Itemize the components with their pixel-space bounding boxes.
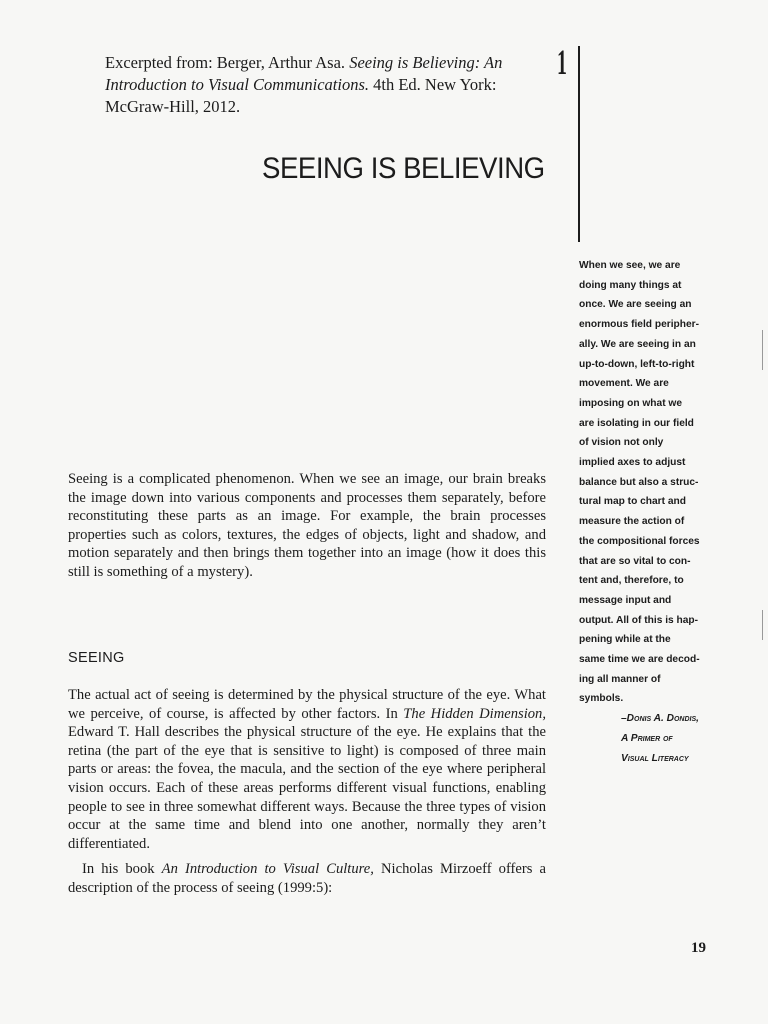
quote-line: message input and [579, 594, 672, 606]
quote-line: output. All of this is hap- [579, 614, 699, 626]
quote-line: pening while at the [579, 634, 671, 646]
citation-prefix: Excerpted from: Berger, Arthur Asa. [105, 53, 350, 72]
chapter-divider-rule [578, 46, 580, 242]
quote-line: symbols. [579, 693, 624, 705]
citation-suffix: 4th Ed. New York: McGraw-Hill, 2012. [105, 75, 497, 116]
quote-line: ing all manner of [579, 673, 661, 685]
paragraph-seeing-text-2: Edward T. Hall describes the physical structure of the eye. He explains that the retina (the part of the eye that is sensitive to light) is composed of three main parts or areas: the fovea, the macula, and the section of the eye where peripheral vision occurs. Each of these areas performs different visual functions, enabling people to see in three somewhat different ways. Because the three types of vision occur at the same time and blend into one another, normally they aren’t differentiated. [68, 724, 546, 852]
quote-line: enormous field peripher- [579, 319, 700, 331]
quote-line: of vision not only [579, 437, 664, 449]
book-title-hidden-dimension: The Hidden Dimension, [403, 705, 546, 722]
section-heading: SEEING [68, 650, 125, 666]
quote-line: balance but also a struc- [579, 476, 699, 488]
paragraph-seeing-text-1: The actual act of seeing is determined by the physical structure of the eye. What we perceive, of course, is affected by other factors. In [68, 687, 546, 722]
chapter-title: SEEING IS BELIEVING [262, 152, 545, 185]
quote-line: movement. We are [579, 378, 669, 390]
quote-line: ally. We are seeing in an [579, 338, 696, 350]
quote-line: tural map to chart and [579, 496, 686, 508]
scan-edge-mark [762, 330, 763, 370]
quote-line: When we see, we are [579, 260, 681, 271]
quote-line: that are so vital to con- [579, 555, 691, 567]
quote-line: measure the action of [579, 516, 685, 528]
quote-line: tent and, therefore, to [579, 575, 684, 587]
quote-line: are isolating in our field [579, 417, 694, 429]
quote-source-line-2: Visual Literacy [621, 752, 689, 764]
quote-line: once. We are seeing an [579, 299, 692, 311]
quote-line: implied axes to adjust [579, 457, 686, 469]
paragraph-intro: Seeing is a complicated phenomenon. When we see an image, our brain breaks the image down into various components and processes them separately, before reconstituting these parts as an image. For example, the brain processes properties such as colors, textures, the edges of objects, light and shadow, and motion separately and then brings them together into an image (how it does this still is something of a mystery). [68, 471, 546, 580]
paragraph-mirzoeff-text-1: In his book [82, 861, 162, 877]
quote-source-line-1: A Primer of [621, 732, 673, 744]
paragraph-mirzoeff [68, 860, 546, 897]
excerpt-citation [105, 52, 560, 118]
quote-text [579, 256, 741, 709]
citation-book-title: Seeing is Believing: An Introduction to Visual Communications. [105, 53, 503, 94]
quote-line: the compositional forces [579, 535, 700, 547]
quote-line: doing many things at [579, 279, 682, 291]
chapter-number: 1 [557, 42, 567, 82]
page-number: 19 [691, 940, 706, 956]
paragraph-seeing [68, 686, 546, 853]
quote-line: up-to-down, left-to-right [579, 358, 695, 370]
paragraph-mirzoeff-text-2: Nicholas Mirzoeff offers a description of the process of seeing (1999:5): [68, 861, 546, 896]
scan-edge-mark [762, 610, 763, 640]
book-title-visual-culture: An Introduction to Visual Culture, [161, 861, 374, 877]
quote-line: imposing on what we [579, 397, 683, 409]
sidebar-quote [579, 256, 741, 768]
quote-attribution: –Donis A. Dondis, [621, 713, 699, 725]
quote-line: same time we are decod- [579, 654, 700, 666]
